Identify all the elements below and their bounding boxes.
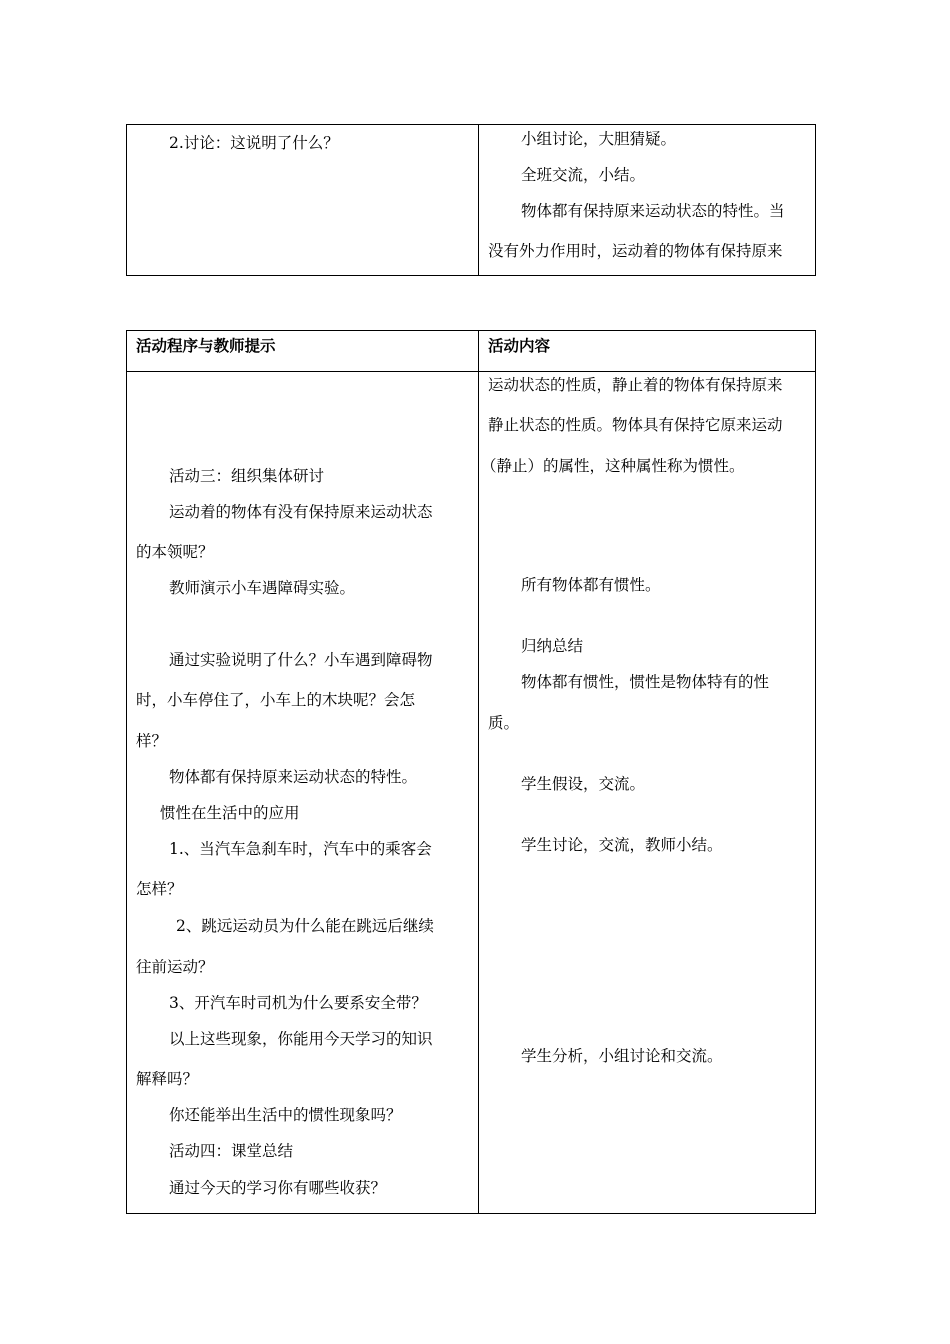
question-1: 1.、当汽车急刹车时，汽车中的乘客会 — [169, 840, 432, 858]
inertia-application-title: 惯性在生活中的应用 — [160, 804, 300, 822]
right-cell-line: 质。 — [488, 714, 520, 732]
activity-three-title: 活动三：组织集体研讨 — [169, 467, 325, 485]
left-cell-line: 运动着的物体有没有保持原来运动状态 — [169, 503, 433, 521]
column-divider — [478, 331, 479, 1213]
question-2: 2、跳远运动员为什么能在跳远后继续 — [176, 917, 434, 935]
left-cell-line: 教师演示小车遇障碍实验。 — [169, 579, 356, 597]
question-3: 3、开汽车时司机为什么要系安全带？ — [169, 994, 427, 1012]
right-cell-line: 没有外力作用时，运动着的物体有保持原来 — [488, 242, 783, 260]
left-cell-line: 物体都有保持原来运动状态的特性。 — [169, 768, 418, 786]
left-cell-line: 往前运动？ — [136, 958, 214, 976]
right-cell-line: 学生分析，小组讨论和交流。 — [521, 1047, 723, 1065]
right-cell-line: 物体都有保持原来运动状态的特性。当 — [521, 202, 785, 220]
left-cell-line: 的本领呢？ — [136, 543, 214, 561]
right-cell-line: 物体都有惯性，惯性是物体特有的性 — [521, 673, 770, 691]
right-cell-line: 小组讨论，大胆猜疑。 — [521, 130, 677, 148]
header-procedure: 活动程序与教师提示 — [136, 336, 276, 355]
left-cell-line: 你还能举出生活中的惯性现象吗？ — [169, 1106, 402, 1124]
right-cell-line: 静止状态的性质。物体具有保持它原来运动 — [488, 416, 783, 434]
right-cell-line: 全班交流，小结。 — [521, 166, 646, 184]
left-cell-line: 通过今天的学习你有哪些收获？ — [169, 1179, 387, 1197]
right-cell-line: 归纳总结 — [521, 637, 584, 655]
right-cell-line: 所有物体都有惯性。 — [521, 576, 661, 594]
right-cell-line: 运动状态的性质，静止着的物体有保持原来 — [488, 376, 783, 394]
left-cell-line: 通过实验说明了什么？小车遇到障碍物 — [169, 651, 433, 669]
left-cell-line: 解释吗？ — [136, 1070, 199, 1088]
header-divider — [127, 371, 815, 372]
right-cell-line: 学生讨论，交流，教师小结。 — [521, 836, 723, 854]
discussion-question: 2.讨论：这说明了什么？ — [169, 134, 339, 152]
header-content: 活动内容 — [488, 336, 551, 355]
right-cell-line: （静止）的属性，这种属性称为惯性。 — [481, 457, 745, 475]
left-cell-line: 以上这些现象，你能用今天学习的知识 — [169, 1030, 433, 1048]
right-cell-line: 学生假设，交流。 — [521, 775, 646, 793]
left-cell-line: 怎样？ — [136, 880, 183, 898]
activity-four-title: 活动四：课堂总结 — [169, 1142, 294, 1160]
left-cell-line: 样？ — [136, 732, 168, 750]
left-cell-line: 时，小车停住了，小车上的木块呢？会怎 — [136, 691, 416, 709]
column-divider — [478, 125, 479, 275]
